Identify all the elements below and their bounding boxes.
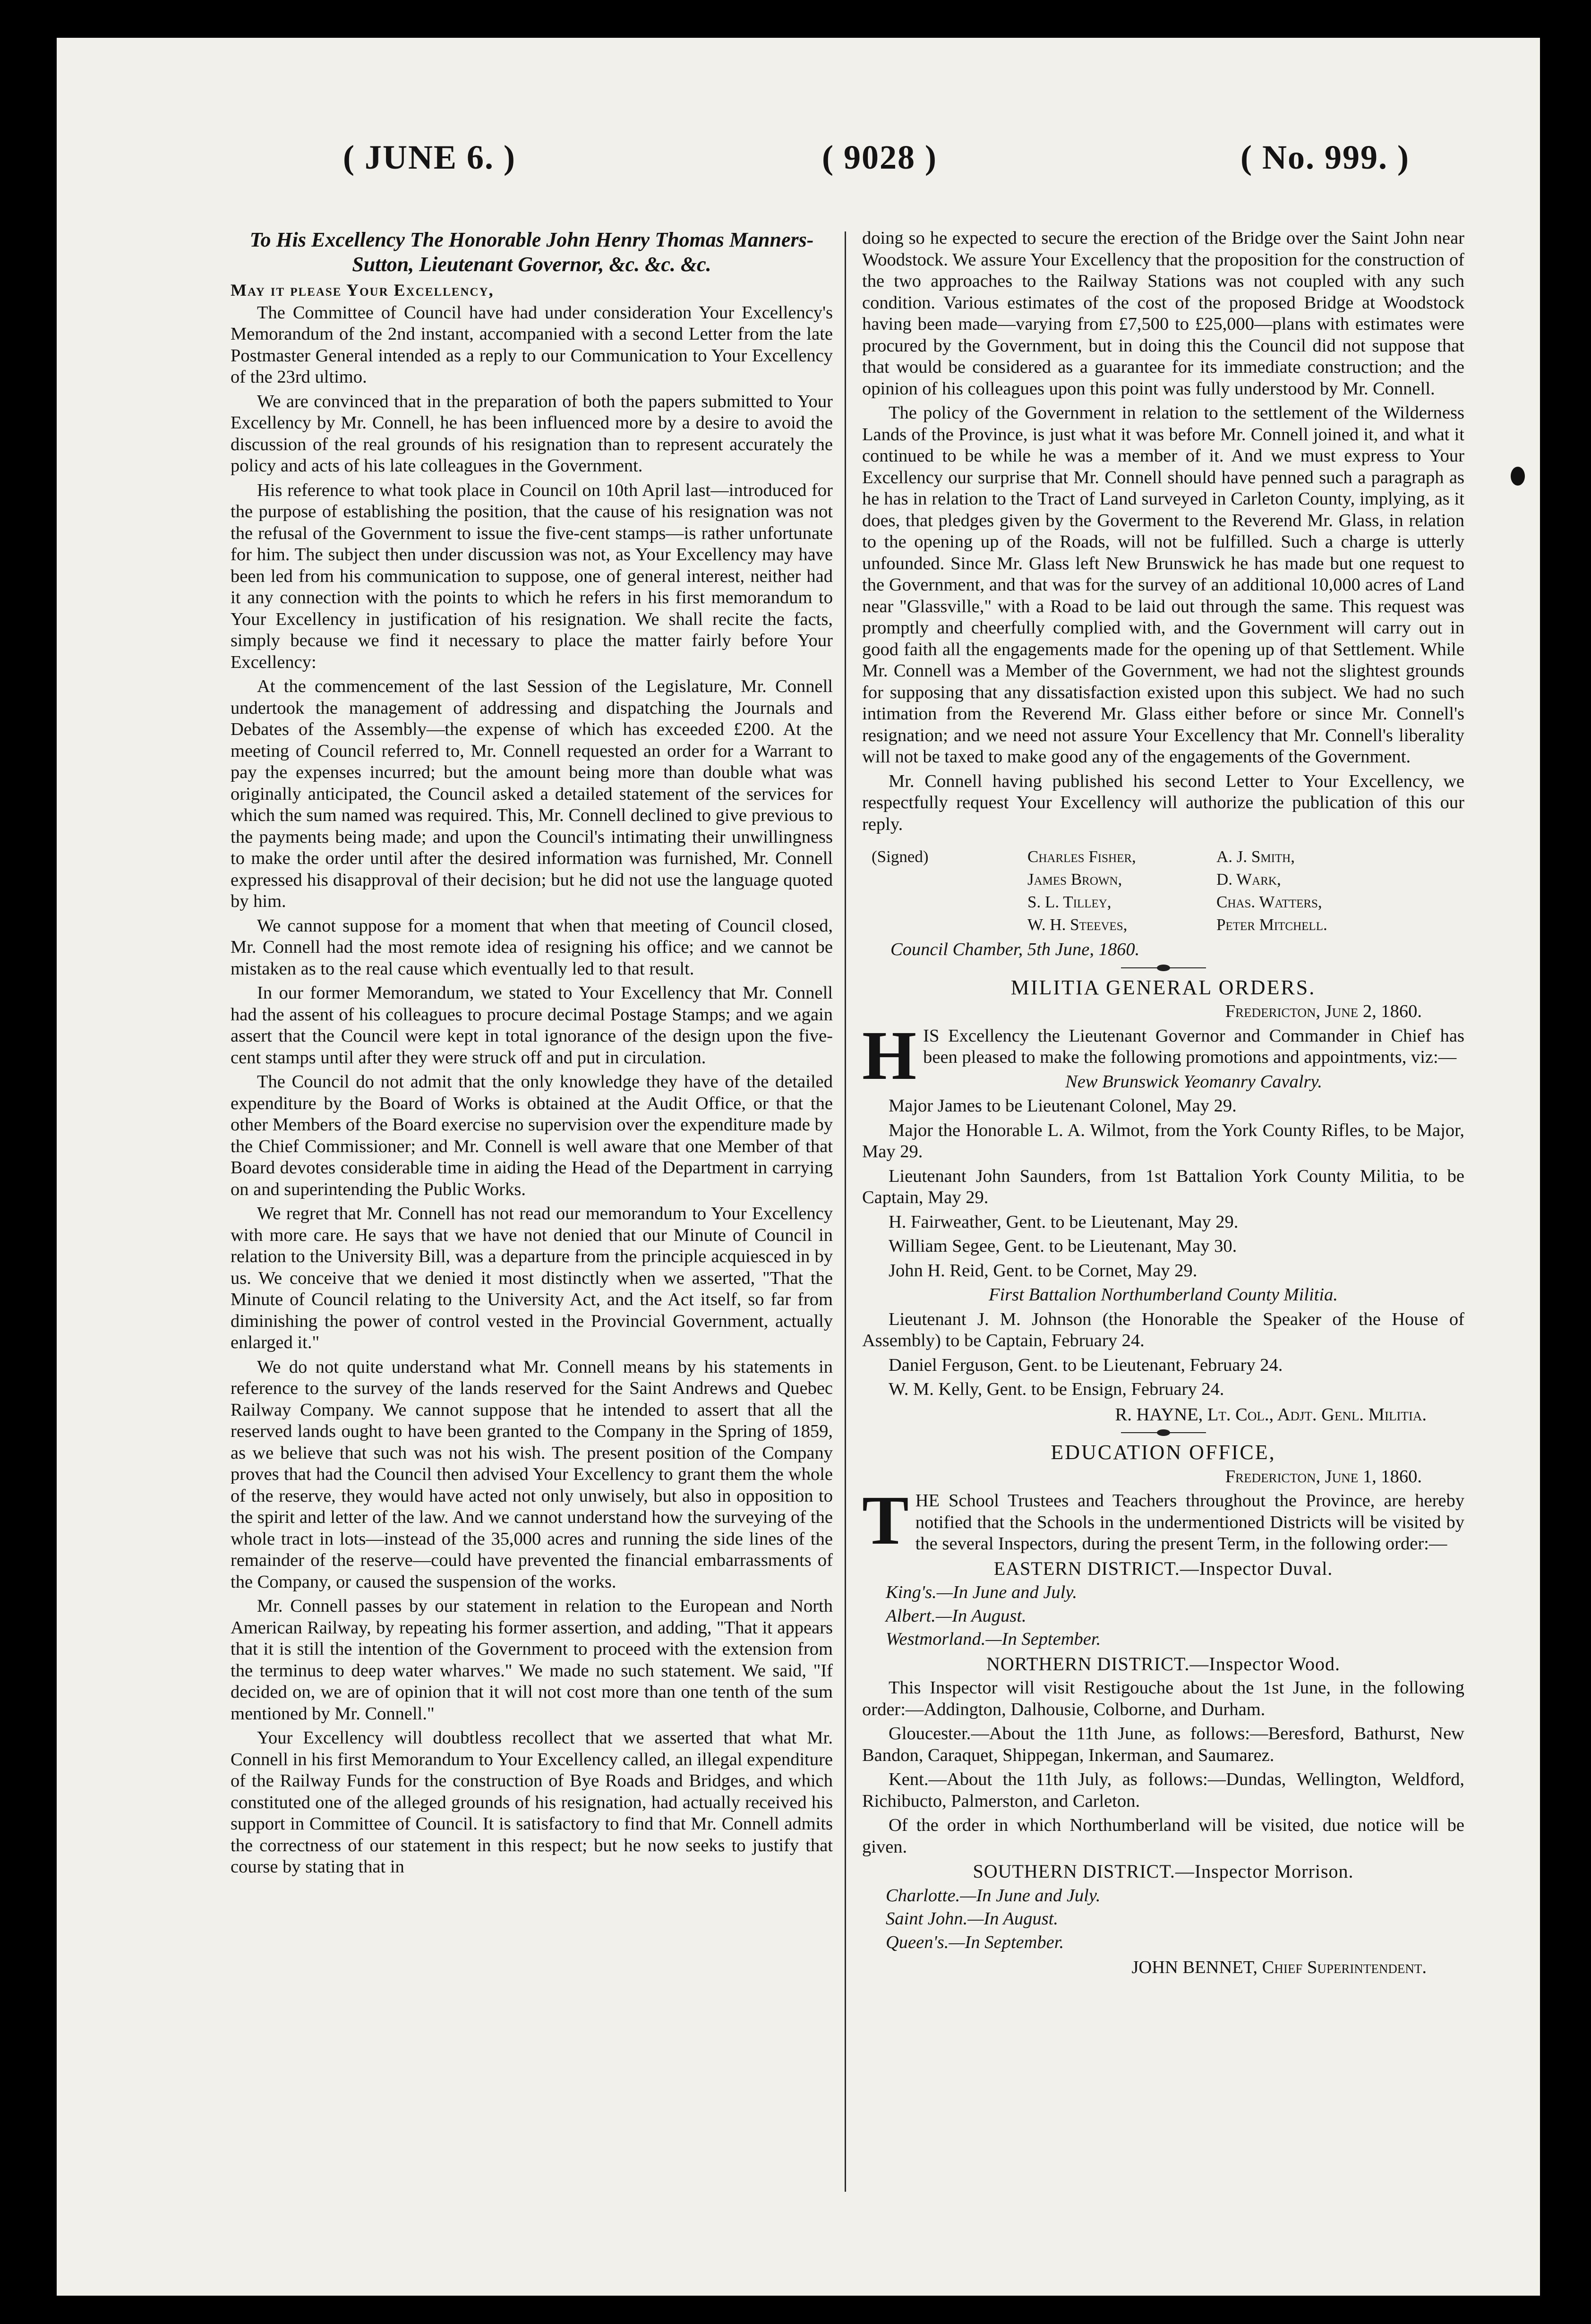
education-signer: JOHN BENNET, Chief Superintendent. (1131, 1957, 1427, 1977)
ink-blot (1511, 467, 1525, 486)
schedule-line: Westmorland.—In September. (886, 1629, 1101, 1649)
paragraph: At the commencement of the last Session of the Legislature, Mr. Connell undertook the management of addressing and dispatching the Journals and Debates of the Assembly—the expense of which has exceeded £200. At the meeting of Council referred to, Mr. Connell requested an order for a Warrant to pay the expenses incurred; but the amount being more than double what was originally anticipated, the Council asked a detailed statement of the services for which the sum named was required. This, Mr. Connell declined to give previous to the payments being made; and upon the Council's intimating their unwillingness to make the order until after the desired information was furnished, Mr. Connell expressed his disapproval of their decision; but he did not use the language quoted by him. (231, 676, 833, 911)
militia-signer: R. HAYNE, Lt. Col., Adjt. Genl. Militia. (1115, 1404, 1427, 1425)
militia-line: Lieutenant John Saunders, from 1st Battalion York County Militia, to be Captain, May 29. (862, 1166, 1464, 1207)
militia-line: Daniel Ferguson, Gent. to be Lieutenant, February 24. (889, 1355, 1283, 1375)
signatory: S. L. Tilley, (1027, 893, 1112, 911)
column-rule (845, 231, 846, 2192)
paragraph: The Council do not admit that the only knowledge they have of the detailed expenditure by the Board of Works is obtained at the Audit Office, or that the other Members of the Board exercise no supervision over the expenditure made by the Chief Commissioner; and Mr. Connell is well aware that one Member of that Board devotes considerable time in aiding the Head of the Department in carrying on and superintending the Public Works. (231, 1072, 833, 1199)
schedule-line: Saint John.—In August. (886, 1909, 1059, 1929)
northern-intro: This Inspector will visit Restigouche about the 1st June, in the following order:—Addington, Dalhousie, Colborne, and Durham. (862, 1678, 1464, 1719)
paragraph: Mr. Connell having published his second Letter to Your Excellency, we respectfully request Your Excellency will authorize the publication of this our reply. (862, 771, 1464, 834)
militia-line: Lieutenant J. M. Johnson (the Honorable the Speaker of the House of Assembly) to be Captain, February 24. (862, 1309, 1464, 1350)
signatures (872, 846, 1464, 936)
education-intro (862, 1482, 1464, 1559)
header-page-number: ( 9028 ) (822, 138, 937, 176)
northern-note: Of the order in which Northumberland will be visited, due notice will be given. (862, 1815, 1464, 1857)
militia-dateline: Fredericton, June 2, 1860. (1225, 1001, 1422, 1021)
paragraph: We cannot suppose for a moment that when that meeting of Council closed, Mr. Connell had the most remote idea of resigning his office; and we cannot be mistaken as to the real cause which eventually led to that result. (231, 915, 833, 979)
schedule-line: King's.—In June and July. (886, 1582, 1077, 1602)
drop-cap: H (862, 1017, 917, 1094)
militia-line: Major James to be Lieutenant Colonel, May 29. (889, 1096, 1237, 1116)
right-column (862, 228, 1464, 1982)
eastern-district-title: EASTERN DISTRICT.—Inspector Duval. (993, 1557, 1333, 1579)
militia-line: Major the Honorable L. A. Wilmot, from the York County Rifles, to be Major, May 29. (862, 1120, 1464, 1162)
signatory: Chas. Watters, (1216, 893, 1322, 911)
schedule-line: Queen's.—In September. (886, 1932, 1064, 1952)
militia-heading: MILITIA GENERAL ORDERS. (1010, 975, 1316, 999)
paragraph: We are convinced that in the preparation of both the papers submitted to Your Excellency by Mr. Connell, he has been influenced more by a desire to avoid the discussion of the real grounds of his resignation than to represent accurately the policy and acts of his late colleagues in the Government. (231, 391, 833, 476)
header-issue-number: ( No. 999. ) (1240, 138, 1410, 176)
militia-line: William Segee, Gent. to be Lieutenant, May 30. (889, 1236, 1237, 1256)
dated-line: Council Chamber, 5th June, 1860. (890, 940, 1140, 959)
salutation: May it please Your Excellency, (231, 281, 494, 299)
militia-intro-text: IS Excellency the Lieutenant Governor and Commander in Chief has been pleased to make the following promotions and appointments, viz:— (923, 1025, 1464, 1067)
paragraph: We regret that Mr. Connell has not read our memorandum to Your Excellency with more care. He says that we have not denied that our Minute of Council in relation to the University Bill, was a departure from the principle acquiesced in by us. We conceive that we denied it most distinctly when we asserted, "That the Minute of Council relating to the University Act, and the Act itself, so far from diminishing the power of control vested in the Provincial Government, actually enlarged it." (231, 1204, 833, 1352)
paragraph: In our former Memorandum, we stated to Your Excellency that Mr. Connell had the assent of his colleagues to procure decimal Postage Stamps; and we again assert that the Council were kept in total ignorance of the design upon the five-cent stamps until after they were struck off and put in circulation. (231, 983, 833, 1068)
paragraph: The Committee of Council have had under consideration Your Excellency's Memorandum of the 2nd instant, accompanied with a second Letter from the late Postmaster General intended as a reply to our Communication to Your Excellency of the 23rd ultimo. (231, 302, 833, 387)
paragraph: Mr. Connell passes by our statement in relation to the European and North American Railway, by repeating his former assertion, and adding, "That it appears that it is still the intention of the Government to proceed with the extension from the terminus to deep water wharves." We made no such statement. We said, "If decided on, we are of opinion that it will not cost more than one tenth of the sum mentioned by Mr. Connell." (231, 1596, 833, 1724)
northern-kent: Kent.—About the 11th July, as follows:—Dundas, Wellington, Weldford, Richibucto, Palmerston, and Carleton. (862, 1769, 1464, 1811)
signatory: A. J. Smith, (1216, 847, 1295, 866)
militia-subheading: First Battalion Northumberland County Militia. (988, 1285, 1338, 1305)
signatory: Peter Mitchell. (1216, 915, 1327, 934)
schedule-line: Albert.—In August. (886, 1606, 1026, 1626)
signatory: Charles Fisher, (1027, 847, 1136, 866)
signed-label: (Signed) (872, 847, 929, 866)
paragraph: Your Excellency will doubtless recollect that we asserted that what Mr. Connell in his first Memorandum to Your Excellency called, an illegal expenditure of the Railway Funds for the construction of Bye Roads and Bridges, and which constituted one of the alleged grounds of his resignation, had actually received his support in Committee of Council. It is satisfactory to find that Mr. Connell admits the correctness of our statement in this respect; but he now seeks to justify that course by stating that in (231, 1728, 833, 1877)
schedule-line: Charlotte.—In June and July. (886, 1885, 1101, 1905)
signatory: James Brown, (1027, 870, 1122, 889)
northern-district-title: NORTHERN DISTRICT.—Inspector Wood. (986, 1653, 1341, 1675)
drop-cap: T (862, 1482, 909, 1559)
education-intro-text: HE School Trustees and Teachers throughout the Province, are hereby notified that the Schools in the undermentioned Districts will be visited by the several Inspectors, during the present Term, in the following order:— (915, 1491, 1464, 1554)
education-heading: EDUCATION OFFICE, (1051, 1441, 1276, 1464)
signatory: W. H. Steeves, (1027, 915, 1128, 934)
paragraph: doing so he expected to secure the erection of the Bridge over the Saint John near Woodstock. We assure Your Excellency that the proposition for the construction of the two approaches to the Railway Stations was not coupled with any such condition. Various estimates of the cost of the proposed Bridge at Woodstock having been made—varying from £7,500 to £25,000—plans with estimates were procured by the Government, but in doing this the Council did not suppose that that would be considered as a guarantee for its immediate construction; and the opinion of his colleagues upon this point was fully understood by Mr. Connell. (862, 228, 1464, 399)
southern-district-title: SOUTHERN DISTRICT.—Inspector Morrison. (973, 1861, 1354, 1882)
page-header (0, 138, 1591, 190)
paragraph: The policy of the Government in relation to the settlement of the Wilderness Lands of the Province, is just what it was before Mr. Connell joined it, and what it continued to be while he was a member of it. And we must express to Your Excellency our surprise that Mr. Connell should have penned such a paragraph as he has in relation to the Tract of Land surveyed in Carleton County, implying, as it does, that pledges given by the Goverment to the Reverend Mr. Glass, in relation to the opening up of the Roads, will not be fulfilled. Such a charge is utterly unfounded. Since Mr. Glass left New Brunswick he has made but one request to the Government, and that was for the survey of an additional 10,000 acres of Land near "Glassville," with a Road to be laid out through the same. This request was promptly and cheerfully complied with, and the Government will carry out in good faith all the engagements made for the opening up of that Settlement. While Mr. Connell was a Member of the Government, we had not the slightest grounds for supposing that any dissatisfaction existed upon this subject. We had no such intimation from the Reverend Mr. Glass either before or since Mr. Connell's resignation; and we need not assure Your Excellency that Mr. Connell's liberality will not be taxed to make good any of the engagements of the Government. (862, 403, 1464, 767)
divider-ornament (1121, 1429, 1206, 1436)
signatory: D. Wark, (1216, 870, 1281, 889)
left-column (231, 228, 833, 1881)
header-date: ( JUNE 6. ) (343, 138, 516, 176)
education-dateline: Fredericton, June 1, 1860. (1225, 1466, 1422, 1487)
northern-gloucester: Gloucester.—About the 11th June, as follows:—Beresford, Bathurst, New Bandon, Caraquet, Shippegan, Inkerman, and Saumarez. (862, 1724, 1464, 1765)
paragraph: We do not quite understand what Mr. Connell means by his statements in reference to the survey of the lands reserved for the Saint Andrews and Quebec Railway Company. We cannot suppose that he intended to assert that all the reserved lands ought to have been granted to the Company in the Spring of 1859, as we believe that such was not his wish. The present position of the Company proves that had the Council then advised Your Excellency to grant them the whole of the reserve, they would have acted not only unwisely, but also in opposition to the spirit and letter of the law. And we cannot understand how the surveying of the whole tract in lots—instead of the 35,000 acres and running the side lines of the remainder of the reserve—could have prevented the financial embarrassments of the Company, or caused the suspension of the works. (231, 1357, 833, 1592)
militia-line: H. Fairweather, Gent. to be Lieutenant, May 29. (889, 1212, 1239, 1232)
paragraph: His reference to what took place in Council on 10th April last—introduced for the purpose of establishing the position, that the cause of his resignation was not the refusal of the Government to issue the five-cent stamps—is rather unfortunate for him. The subject then under discussion was not, as Your Excellency may have been led from his communication to suppose, one of general interest, neither had it any connection with the points to which he refers in his first memorandum to Your Excellency in justification of his resignation. We shall recite the facts, simply because we find it necessary to place the matter fairly before Your Excellency: (231, 480, 833, 672)
militia-line: John H. Reid, Gent. to be Cornet, May 29. (889, 1260, 1198, 1281)
memo-title: To His Excellency The Honorable John Henry Thomas Manners-Sutton, Lieutenant Governor, &c. &c. &c. (249, 228, 814, 276)
militia-subheading: New Brunswick Yeomanry Cavalry. (1065, 1071, 1323, 1092)
militia-line: W. M. Kelly, Gent. to be Ensign, February 24. (889, 1379, 1224, 1399)
divider-ornament (1121, 965, 1206, 971)
